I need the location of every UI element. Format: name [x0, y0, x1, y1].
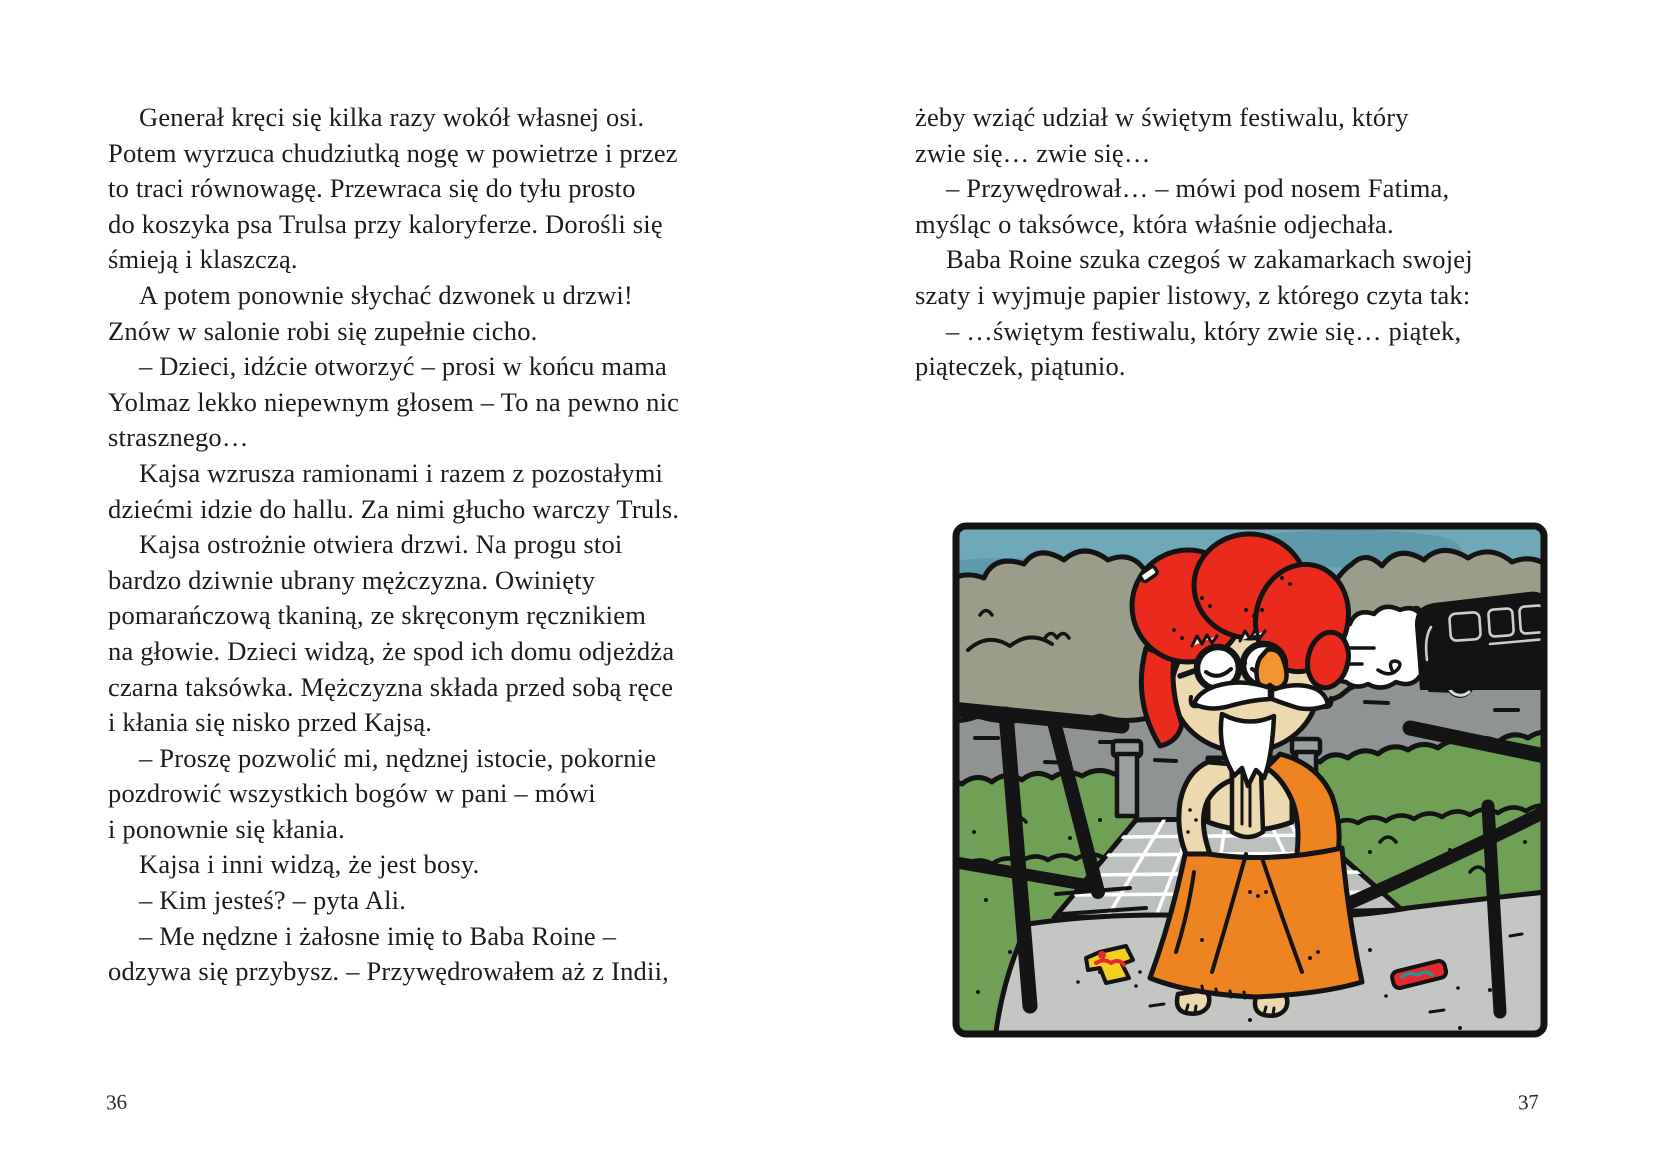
illustration [950, 520, 1550, 1040]
text-line: zwie się… zwie się… [915, 137, 1151, 168]
text-line: pozdrowić wszystkich bogów w pani – mówi [108, 778, 596, 809]
text-line: – …świętym festiwalu, który zwie się… piątek, [946, 315, 1462, 346]
text-line: myśląc o taksówce, która właśnie odjechała. [915, 208, 1394, 239]
baba-roine-illustration [950, 520, 1550, 1040]
text-line: – Me nędzne i żałosne imię to Baba Roine – [139, 920, 617, 951]
text-line: – Dzieci, idźcie otworzyć – prosi w końcu mama [139, 351, 667, 382]
text-line: Kajsa i inni widzą, że jest bosy. [139, 849, 480, 880]
text-line: – Kim jesteś? – pyta Ali. [139, 885, 407, 916]
text-line: – Przywędrował… – mówi pod nosem Fatima, [946, 173, 1450, 204]
text-line: strasznego… [108, 422, 249, 453]
text-line: szaty i wyjmuje papier listowy, z którego czyta tak: [915, 279, 1471, 310]
text-line: Kajsa ostrożnie otwiera drzwi. Na progu stoi [139, 529, 623, 560]
text-line: to traci równowagę. Przewraca się do tyłu prosto [108, 173, 636, 204]
text-line: pomarańczową tkaniną, ze skręconym ręcznikiem [108, 600, 647, 631]
text-line: bardzo dziwnie ubrany mężczyzna. Owinięty [108, 564, 596, 595]
text-line: na głowie. Dzieci widzą, że spod ich domu odjeżdża [108, 635, 675, 666]
left-page-text [108, 100, 683, 990]
text-line: Yolmaz lekko niepewnym głosem – To na pewno nic [108, 386, 680, 417]
page-number-left: 36 [105, 1089, 128, 1115]
text-line: A potem ponownie słychać dzwonek u drzwi! [139, 279, 633, 310]
text-line: – Proszę pozwolić mi, nędznej istocie, pokornie [139, 742, 657, 773]
text-line: Potem wyrzuca chudziutką nogę w powietrze i przez [108, 137, 678, 168]
text-line: i ponownie się kłania. [108, 813, 345, 844]
text-line: piąteczek, piątunio. [915, 351, 1126, 382]
text-line: dziećmi idzie do hallu. Za nimi głucho warczy Truls. [108, 493, 680, 524]
text-line: czarna taksówka. Mężczyzna składa przed sobą ręce [108, 671, 674, 702]
taxi-van [1415, 592, 1550, 698]
text-line: Znów w salonie robi się zupełnie cicho. [108, 315, 538, 346]
text-line: Generał kręci się kilka razy wokół własnej osi. [139, 102, 645, 132]
text-line: Kajsa wzrusza ramionami i razem z pozostałymi [139, 457, 664, 488]
text-line: śmieją i klaszczą. [108, 244, 298, 275]
text-line: do koszyka psa Trulsa przy kaloryferze. Dorośli się [108, 208, 663, 239]
text-line: Baba Roine szuka czegoś w zakamarkach swojej [946, 244, 1473, 275]
page-number-right: 37 [1517, 1089, 1540, 1115]
right-page-text [915, 100, 1490, 385]
text-line: i kłania się nisko przed Kajsą. [108, 707, 433, 738]
text-line: żeby wziąć udział w świętym festiwalu, który [915, 102, 1409, 132]
text-line: odzywa się przybysz. – Przywędrowałem aż z Indii, [108, 956, 669, 987]
